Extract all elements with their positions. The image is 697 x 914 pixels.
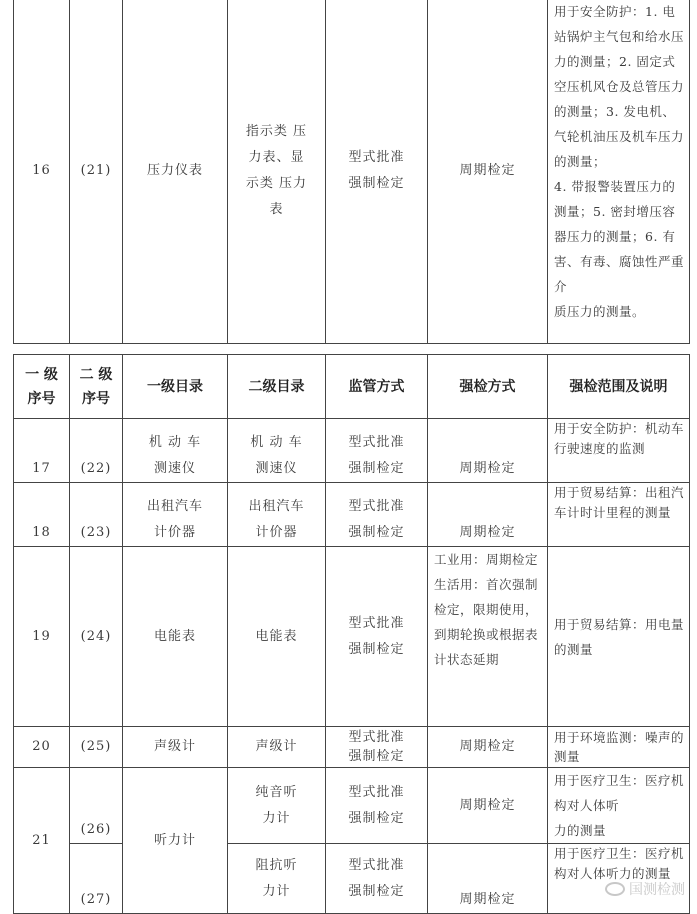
header-scope: 强检范围及说明 — [548, 355, 690, 419]
first-level-no: 18 — [14, 483, 70, 547]
second-level-catalog: 纯音听 力计 — [228, 768, 326, 844]
table-row — [14, 768, 690, 844]
scope-description: 用于贸易结算：用电量的测量 — [548, 547, 690, 727]
second-level-no: (27) — [70, 844, 123, 914]
second-level-no: (26) — [70, 768, 123, 844]
first-level-catalog: 机 动 车 测速仪 — [123, 419, 228, 483]
table-continued-row16 — [13, 0, 690, 344]
first-level-catalog: 声级计 — [123, 727, 228, 768]
first-level-no: 21 — [14, 768, 70, 914]
supervision-method: 型式批准 强制检定 — [326, 727, 428, 768]
inspection-method: 周期检定 — [428, 844, 548, 914]
first-level-no: 20 — [14, 727, 70, 768]
second-level-catalog: 机 动 车 测速仪 — [228, 419, 326, 483]
second-level-no: (24) — [70, 547, 123, 727]
table-main — [13, 354, 690, 914]
table-row — [14, 547, 690, 727]
scope-description: 用于医疗卫生：医疗机构对人体听力的测量 — [548, 844, 690, 914]
header-second-no: 二 级 序号 — [70, 355, 123, 419]
watermark-text: 国测检测 — [629, 882, 685, 898]
supervision-method: 型式批准 强制检定 — [326, 0, 428, 344]
header-supervision: 监管方式 — [326, 355, 428, 419]
supervision-method: 型式批准 强制检定 — [326, 768, 428, 844]
header-method: 强检方式 — [428, 355, 548, 419]
header-first-catalog: 一级目录 — [123, 355, 228, 419]
second-level-no: (25) — [70, 727, 123, 768]
second-level-catalog: 声级计 — [228, 727, 326, 768]
inspection-method: 周期检定 — [428, 768, 548, 844]
table-row — [14, 419, 690, 483]
first-level-catalog: 出租汽车 计价器 — [123, 483, 228, 547]
first-level-no: 19 — [14, 547, 70, 727]
first-level-catalog: 压力仪表 — [123, 0, 228, 344]
scope-description: 用于安全防护：机动车行驶速度的监测 — [548, 419, 690, 483]
scope-description: 用于安全防护：1. 电站锅炉主气包和给水压力的测量；2. 固定式空压机风仓及总管压力的测量；3. 发电机、气轮机油压及机车压力的测量； 4. 带报警装置压力的测量；5. 密封增压容器压力的测量；6. 有害、有毒、腐蚀性严重介 质压力的测量。 — [548, 0, 690, 344]
supervision-method: 型式批准 强制检定 — [326, 483, 428, 547]
second-level-catalog: 指示类 压 力表、显 示类 压力 表 — [228, 0, 326, 344]
table-header-row — [14, 355, 690, 419]
supervision-method: 型式批准 强制检定 — [326, 547, 428, 727]
inspection-method: 工业用：周期检定 生活用：首次强制检定，限期使用，到期轮换或根据表计状态延期 — [428, 547, 548, 727]
second-level-no: (23) — [70, 483, 123, 547]
scope-description: 用于环境监测：噪声的测量 — [548, 727, 690, 768]
second-level-no: (21) — [70, 0, 123, 344]
supervision-method: 型式批准 强制检定 — [326, 844, 428, 914]
second-level-no: (22) — [70, 419, 123, 483]
table-row — [14, 0, 690, 344]
weibo-eye-icon — [605, 882, 625, 896]
inspection-method: 周期检定 — [428, 727, 548, 768]
second-level-catalog: 电能表 — [228, 547, 326, 727]
first-level-catalog: 听力计 — [123, 768, 228, 914]
table-row — [14, 727, 690, 768]
first-level-no: 16 — [14, 0, 70, 344]
inspection-method: 周期检定 — [428, 483, 548, 547]
first-level-catalog: 电能表 — [123, 547, 228, 727]
header-second-catalog: 二级目录 — [228, 355, 326, 419]
inspection-method: 周期检定 — [428, 419, 548, 483]
inspection-method: 周期检定 — [428, 0, 548, 344]
scope-description: 用于医疗卫生：医疗机构对人体听 力的测量 — [548, 768, 690, 844]
table-row — [14, 483, 690, 547]
supervision-method: 型式批准 强制检定 — [326, 419, 428, 483]
watermark — [605, 879, 685, 899]
scope-description: 用于贸易结算：出租汽车计时计里程的测量 — [548, 483, 690, 547]
second-level-catalog: 出租汽车 计价器 — [228, 483, 326, 547]
table-row — [14, 844, 690, 914]
header-first-no: 一 级 序号 — [14, 355, 70, 419]
second-level-catalog: 阻抗听 力计 — [228, 844, 326, 914]
first-level-no: 17 — [14, 419, 70, 483]
